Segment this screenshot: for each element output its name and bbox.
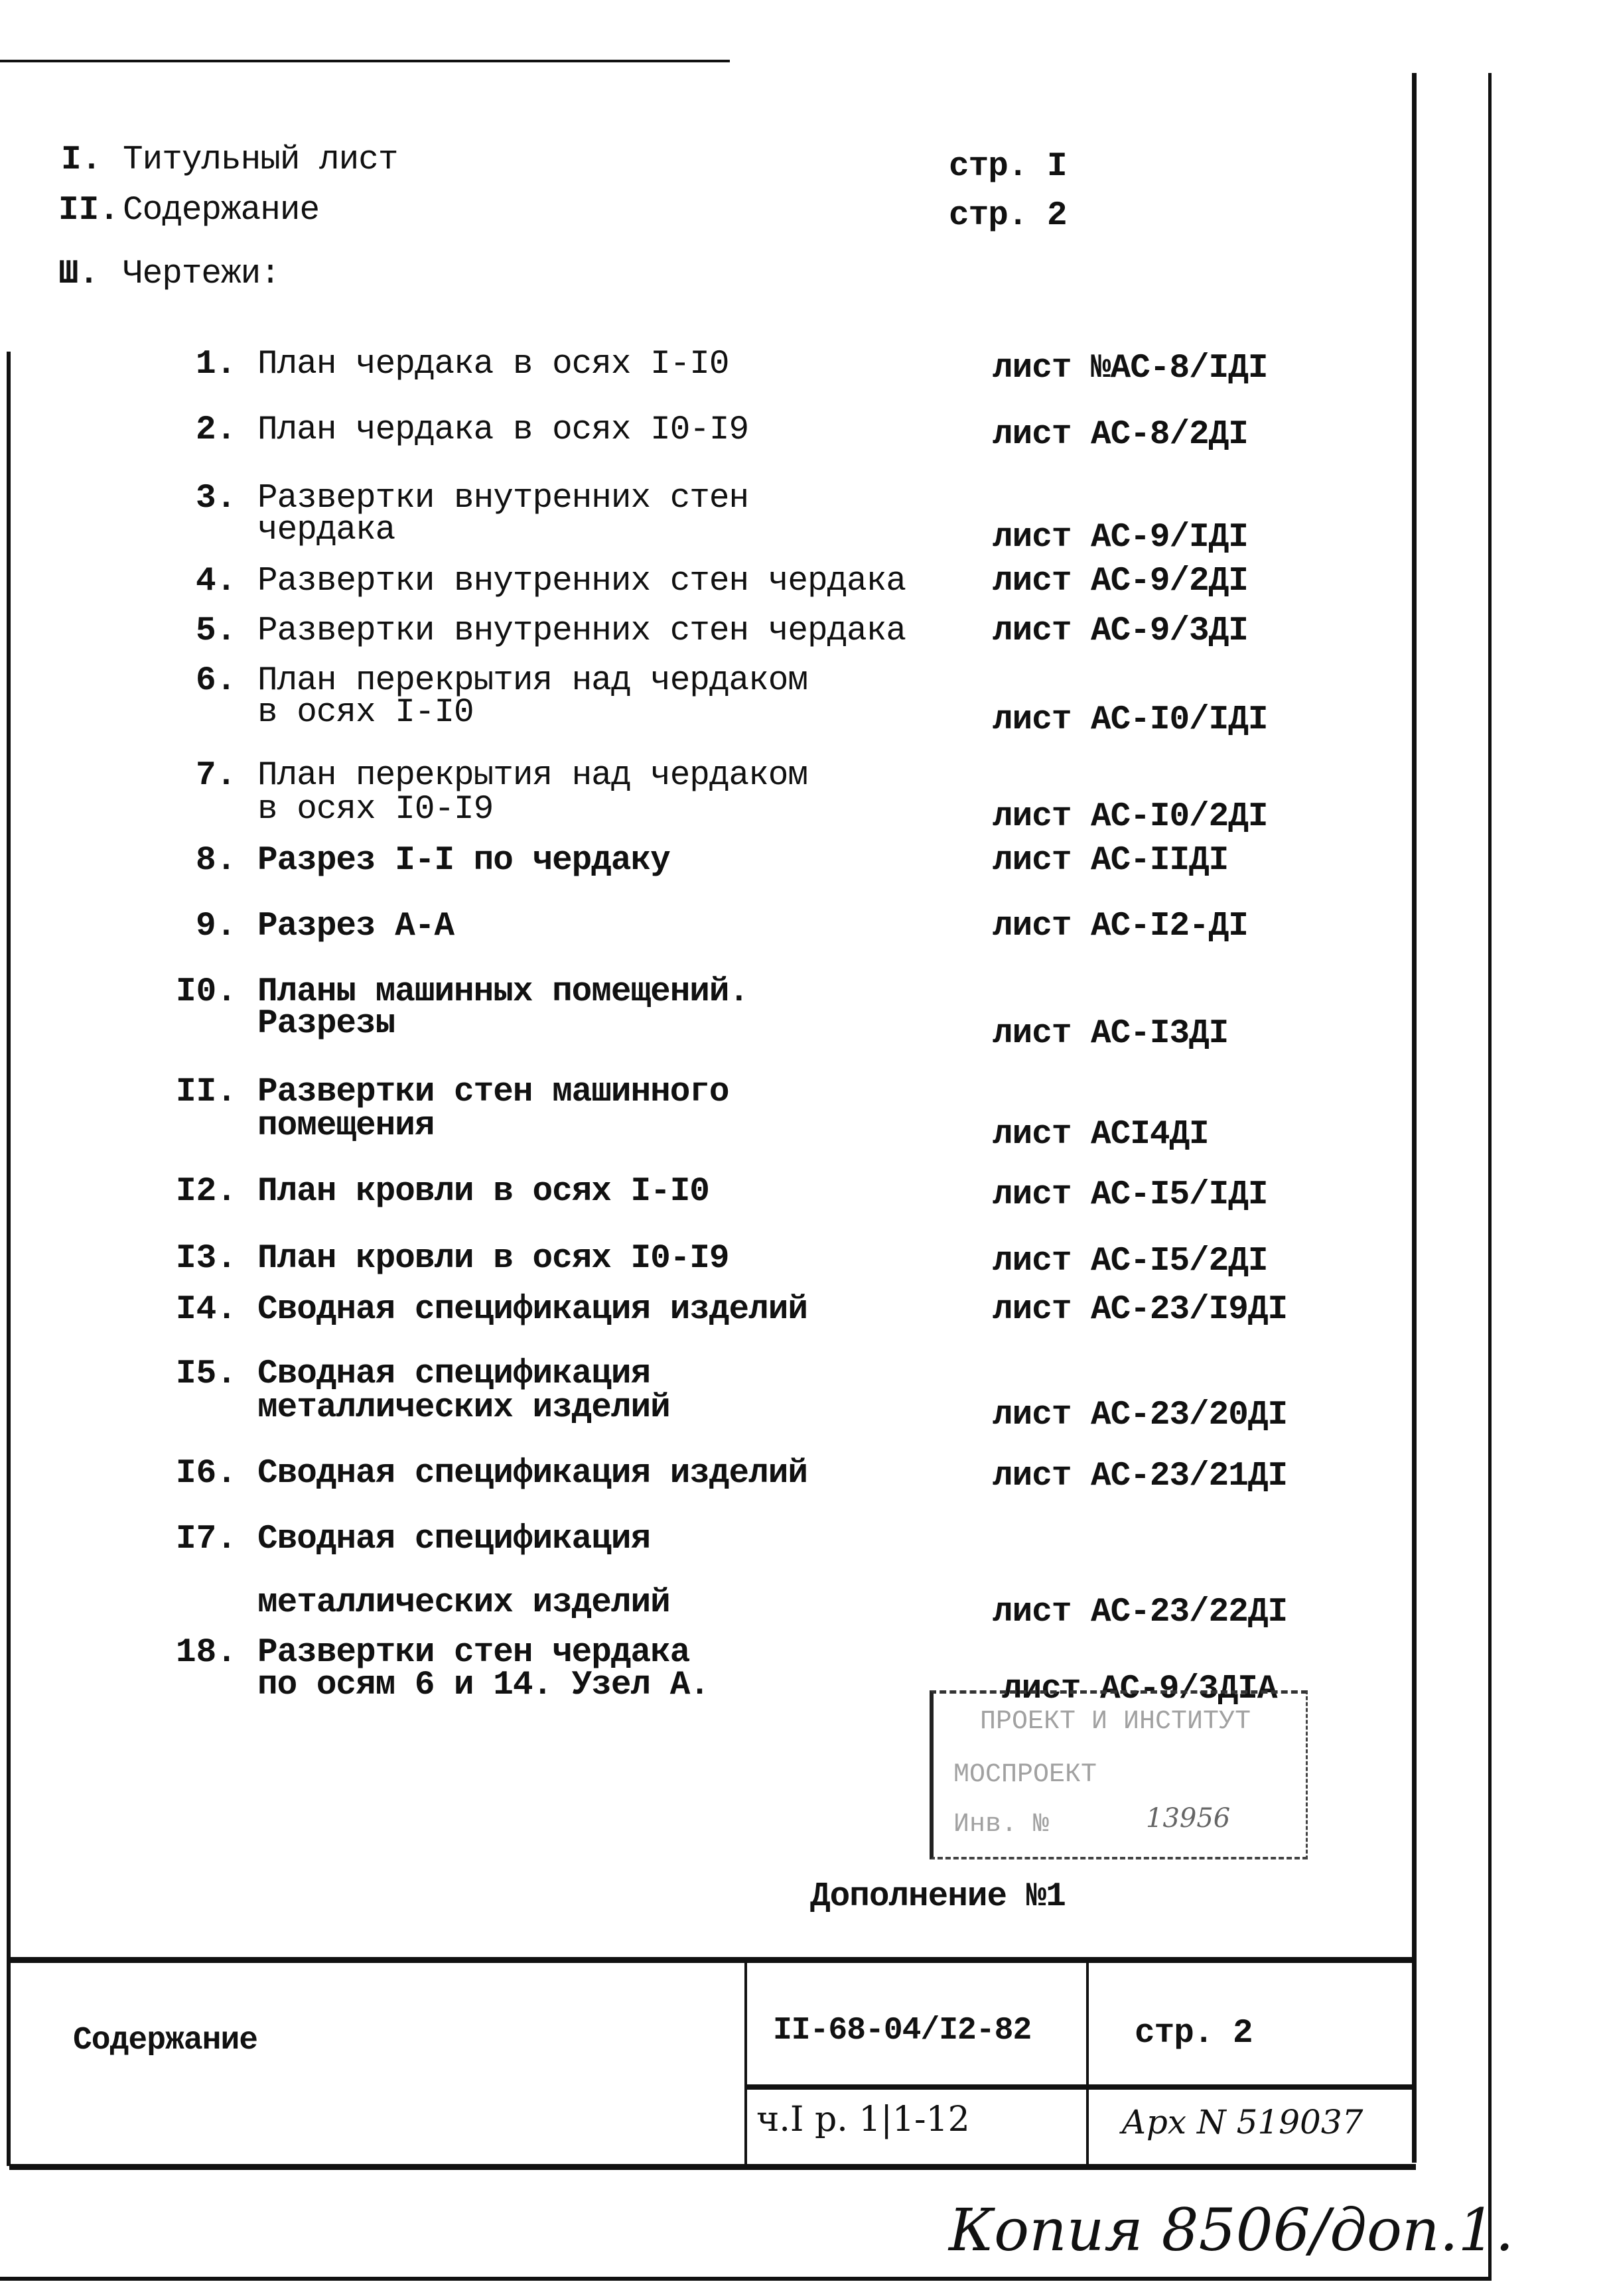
drawing-title: металлических изделий [257, 1584, 670, 1622]
title-block-divider-2 [1086, 1960, 1089, 2166]
drawing-sheet: лист АС-I3ДI [993, 1015, 1229, 1053]
drawing-number: 5. [196, 612, 237, 650]
drawing-sheet: лист АС-9/IДI [993, 519, 1248, 557]
drawing-number: 9. [196, 908, 237, 945]
drawing-number: 2. [196, 411, 237, 449]
title-block-bottom [9, 2164, 1416, 2170]
drawing-sheet: лист АС-IIДI [993, 842, 1229, 880]
drawing-number: I4. [176, 1291, 237, 1329]
drawing-title: Сводная спецификация [257, 1520, 651, 1558]
title-block-code: II-68-04/I2-82 [773, 2013, 1032, 2049]
drawing-number: 4. [196, 563, 237, 600]
left-frame-line [7, 352, 11, 2166]
drawing-title: План чердака в осях I0-I9 [257, 411, 749, 449]
drawing-title: помещения [257, 1107, 435, 1145]
drawing-number: 6. [196, 662, 237, 700]
drawing-title: Развертки стен чердака [257, 1634, 690, 1672]
drawing-sheet: лист АС-9/3ДIА [1002, 1670, 1277, 1708]
drawing-number: 8. [196, 842, 237, 880]
title-block-divider-1 [744, 1960, 747, 2166]
drawing-title: План кровли в осях I0-I9 [257, 1240, 729, 1278]
drawing-sheet: лист АС-I0/2ДI [993, 798, 1268, 836]
section-num: II. [58, 192, 119, 230]
drawing-title: План чердака в осях I-I0 [257, 346, 729, 383]
drawing-number: 1. [196, 346, 237, 383]
section-page: стр. 2 [949, 197, 1067, 235]
drawing-number: II. [176, 1073, 237, 1111]
drawing-title: Сводная спецификация изделий [257, 1455, 807, 1493]
drawing-title: чердака [257, 511, 395, 549]
drawing-sheet: лист АСI4ДI [993, 1116, 1209, 1154]
title-block-part: ч.I р. 1|1-12 [756, 2100, 970, 2139]
drawing-title: Развертки внутренних стен чердака [257, 563, 906, 600]
drawing-number: I3. [176, 1240, 237, 1278]
section-num: Ш. [58, 255, 100, 293]
drawing-sheet: лист АС-23/21ДI [993, 1457, 1288, 1495]
bottom-border-line [0, 2277, 1492, 2281]
drawing-title: в осях I-I0 [257, 694, 474, 732]
drawing-number: 18. [176, 1634, 237, 1672]
drawing-sheet: лист АС-I5/2ДI [993, 1243, 1268, 1280]
drawing-sheet: лист АС-I0/IДI [993, 701, 1268, 739]
title-block-name: Содержание [73, 2023, 258, 2059]
drawing-number: I5. [176, 1355, 237, 1393]
section-title: Чертежи: [123, 255, 280, 293]
drawing-number: 3. [196, 480, 237, 517]
drawing-sheet: лист АС-23/20ДI [993, 1396, 1288, 1434]
drawing-sheet: лист АС-I2-ДI [993, 908, 1248, 945]
drawing-sheet: лист АС-8/2ДI [993, 416, 1248, 454]
title-block-middle [744, 2084, 1415, 2090]
section-title: Титульный лист [123, 141, 398, 179]
drawing-title: в осях I0-I9 [257, 791, 494, 829]
drawing-sheet: лист АС-I5/IДI [993, 1176, 1268, 1214]
drawing-title: Разрез А-А [257, 908, 454, 945]
drawing-number: I0. [176, 973, 237, 1011]
drawing-title: металлических изделий [257, 1389, 670, 1427]
drawing-number: I6. [176, 1455, 237, 1493]
drawing-sheet: лист АС-23/22ДI [993, 1593, 1288, 1631]
drawing-title: Развертки внутренних стен чердака [257, 612, 906, 650]
supplement-label: Дополнение №1 [810, 1878, 1066, 1916]
drawing-title: Разрезы [257, 1005, 395, 1043]
drawing-title: Сводная спецификация изделий [257, 1291, 807, 1329]
outer-right-line [1488, 73, 1492, 2279]
stamp-number: 13956 [1146, 1803, 1231, 1834]
top-border-line [0, 60, 730, 62]
drawing-title: Сводная спецификация [257, 1355, 651, 1393]
title-block-page: стр. 2 [1135, 2015, 1253, 2053]
drawing-number: 7. [196, 757, 237, 795]
handwritten-note: Копия 8506/доп.1. [949, 2196, 1514, 2264]
drawing-number: I2. [176, 1173, 237, 1211]
drawing-title: План перекрытия над чердаком [257, 757, 807, 795]
drawing-title: Разрез I-I по чердаку [257, 842, 670, 880]
drawing-title: по осям 6 и 14. Узел А. [257, 1666, 709, 1704]
title-block-top [9, 1957, 1416, 1963]
section-num: I. [61, 141, 102, 179]
drawing-sheet: лист №АС-8/IДI [993, 350, 1268, 387]
section-title: Содержание [123, 192, 320, 230]
drawing-title: Развертки стен машинного [257, 1073, 729, 1111]
title-block-archive: Арх N 519037 [1121, 2103, 1363, 2141]
drawing-sheet: лист АС-9/3ДI [993, 612, 1248, 650]
section-page: стр. I [949, 148, 1067, 186]
registration-stamp: ПРОЕКТ И ИНСТИТУТ МОСПРОЕКТ Инв. № 13956 [930, 1690, 1308, 1859]
right-frame-line [1412, 73, 1417, 2163]
drawing-sheet: лист АС-9/2ДI [993, 563, 1248, 600]
drawing-sheet: лист АС-23/I9ДI [993, 1291, 1288, 1329]
drawing-number: I7. [176, 1520, 237, 1558]
drawing-title: Развертки внутренних стен [257, 480, 749, 517]
drawing-title: План кровли в осях I-I0 [257, 1173, 709, 1211]
drawing-title: План перекрытия над чердаком [257, 662, 807, 700]
drawing-title: Планы машинных помещений. [257, 973, 749, 1011]
